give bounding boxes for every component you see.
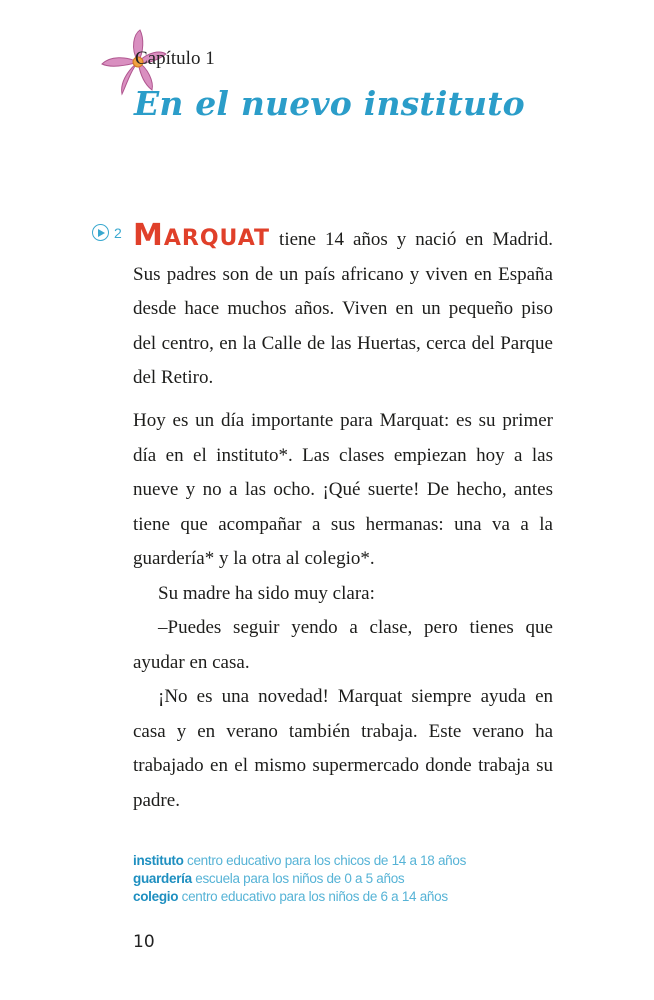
paragraph-2: Hoy es un día importante para Marquat: es su primer día en el instituto*. Las clases empiezan hoy a las nueve y no a las ocho. ¡Qué suerte! De hecho, antes tiene que acompañar a sus hermanas: una va a la guardería* y la otra al colegio*. — [133, 410, 553, 569]
glossary-entry: instituto centro educativo para los chicos de 14 a 18 años — [133, 853, 467, 868]
paragraph-3: Su madre ha sido muy clara: — [158, 582, 375, 604]
chapter-title: En el nuevo instituto — [134, 84, 525, 123]
glossary-entry: guardería escuela para los niños de 0 a 5 años — [133, 871, 405, 886]
glossary-entry: colegio centro educativo para los niños de 6 a 14 años — [133, 889, 448, 904]
paragraph-1: MARQUAT tiene 14 años y nació en Madrid. Sus padres son de un país africano y viven en España desde hace muchos años. Viven en un pequeño piso del centro, en la Calle de las Huertas, cerca del Parque del Retiro. — [133, 218, 553, 388]
paragraph-5: ¡No es una novedad! Marquat siempre ayuda en casa y en verano también trabaja. Este verano ha trabajado en el mismo supermercado donde trabaja su padre. — [133, 686, 553, 811]
page-number: 10 — [133, 932, 155, 952]
track-number: 2 — [114, 224, 122, 241]
paragraph-4: –Puedes seguir yendo a clase, pero tienes que ayudar en casa. — [133, 617, 553, 673]
dropcap-name: MARQUAT — [133, 218, 271, 253]
glossary — [133, 852, 466, 906]
body-text — [133, 404, 553, 818]
chapter-label: Capítulo 1 — [135, 48, 215, 69]
audio-track[interactable] — [92, 224, 122, 241]
play-icon[interactable] — [92, 224, 109, 241]
